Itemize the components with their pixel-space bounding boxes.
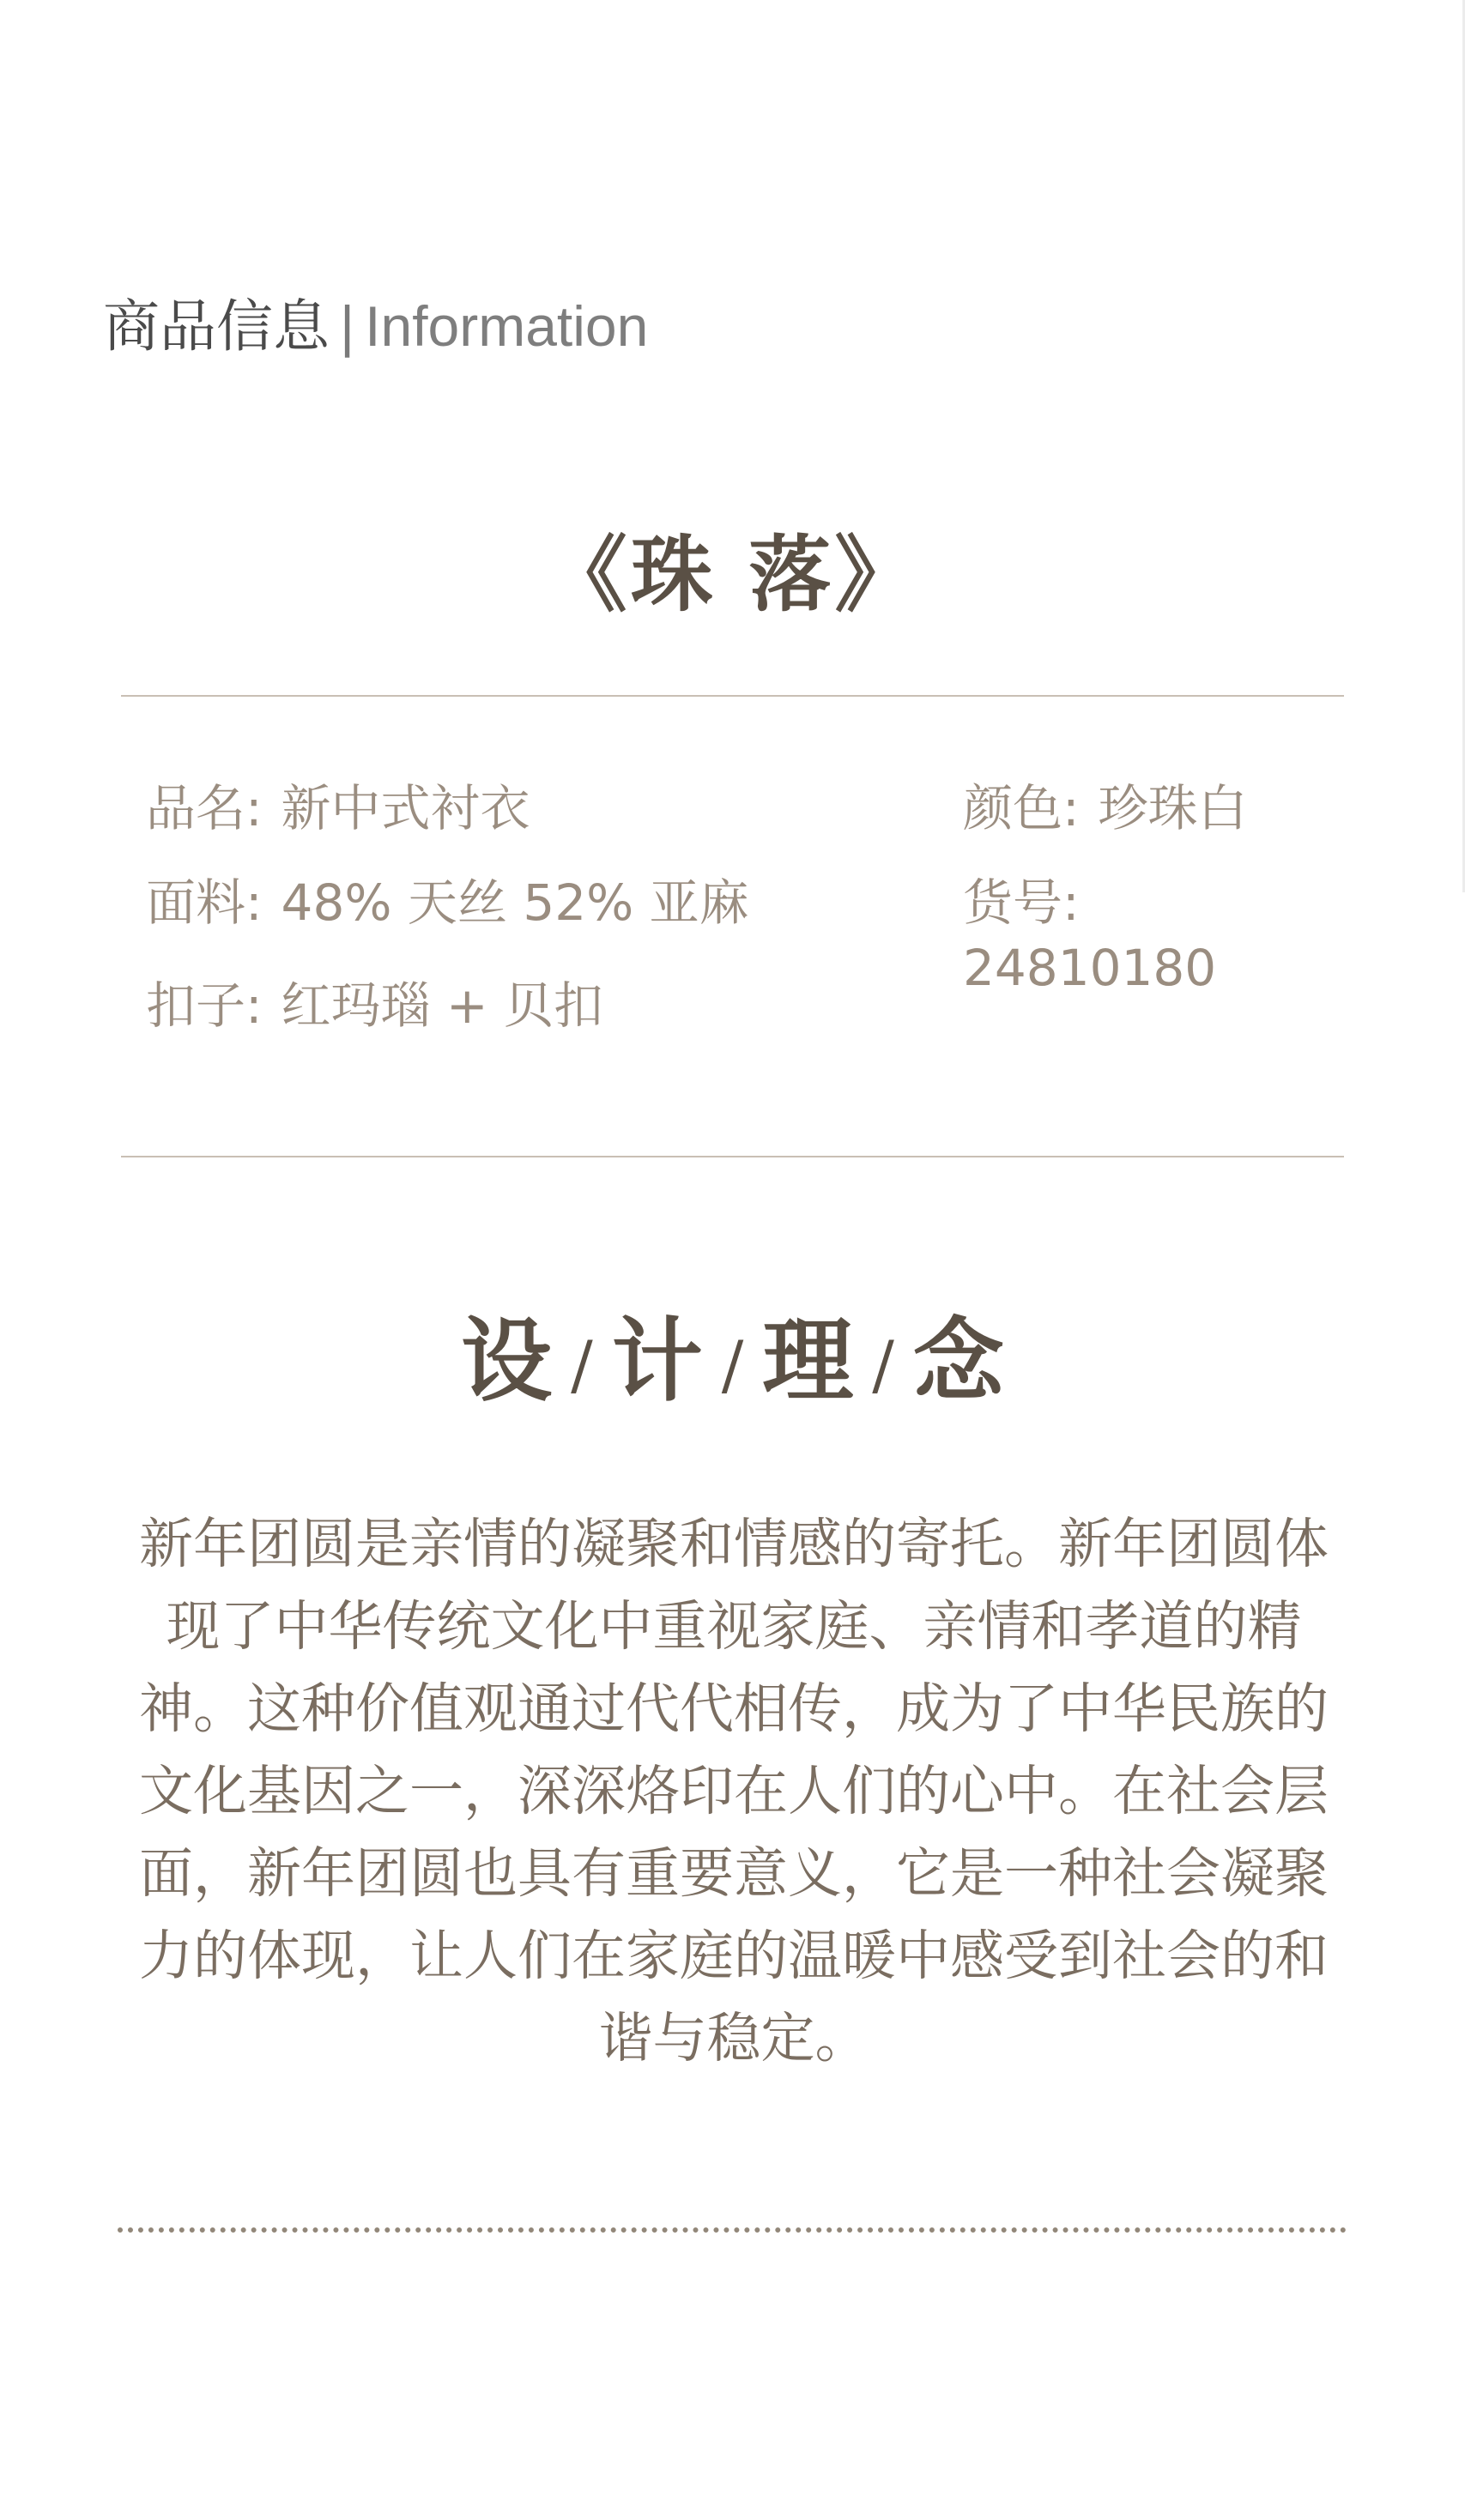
info-sku-label: 货号: bbox=[963, 873, 1080, 932]
design-title-slash: / bbox=[571, 1326, 593, 1403]
info-color-label: 颜色: bbox=[963, 779, 1080, 837]
info-product-name-value: 新中式衬衣 bbox=[281, 779, 530, 837]
info-product-name-label: 品名: bbox=[146, 779, 263, 837]
info-fabric-label: 面料: bbox=[146, 873, 263, 932]
design-title-char: 念 bbox=[912, 1307, 1004, 1414]
info-color bbox=[963, 776, 1248, 841]
info-buttons bbox=[146, 973, 603, 1038]
info-product-name bbox=[146, 776, 530, 841]
section-title-zh: 商品信息 bbox=[103, 293, 330, 360]
design-title-char: 设 bbox=[461, 1307, 553, 1414]
design-concept-title bbox=[0, 1301, 1465, 1425]
dotted-divider bbox=[118, 2227, 1347, 2233]
design-title-char: 计 bbox=[611, 1307, 703, 1414]
info-buttons-value: 红玛瑙 + 贝扣 bbox=[281, 976, 604, 1035]
info-sku-value: 24810180 bbox=[963, 939, 1217, 997]
design-title-slash: / bbox=[721, 1326, 744, 1403]
design-title-char: 理 bbox=[762, 1307, 854, 1414]
info-buttons-label: 扣子: bbox=[146, 976, 263, 1035]
info-fabric bbox=[146, 870, 749, 935]
design-title-slash: / bbox=[872, 1326, 894, 1403]
divider-top bbox=[121, 695, 1344, 697]
section-title-en: Information bbox=[365, 294, 649, 358]
info-fabric-value: 48% 天丝 52% 亚麻 bbox=[281, 873, 749, 932]
info-sku bbox=[963, 870, 1216, 1000]
design-concept-body: 新年团圆是亲情的凝聚和情感的寄托。新年团圆体现了中华传统文化中重视家庭、亲情和孝道的精神。这种价值观通过代代相传，成为了中华民族的文化基因之一，深深烙印在人们的心中。在社会层面，新年团圆也具有重要意义，它是一种社会凝聚力的体现，让人们在家庭的温暖中感受到社会的和谐与稳定。 bbox=[139, 1513, 1329, 2070]
section-header bbox=[103, 287, 648, 366]
divider-bottom bbox=[121, 1156, 1344, 1157]
section-title-separator: | bbox=[340, 294, 355, 358]
product-title: 《珠 落》 bbox=[544, 526, 921, 623]
info-color-value: 珍珠白 bbox=[1098, 779, 1248, 837]
